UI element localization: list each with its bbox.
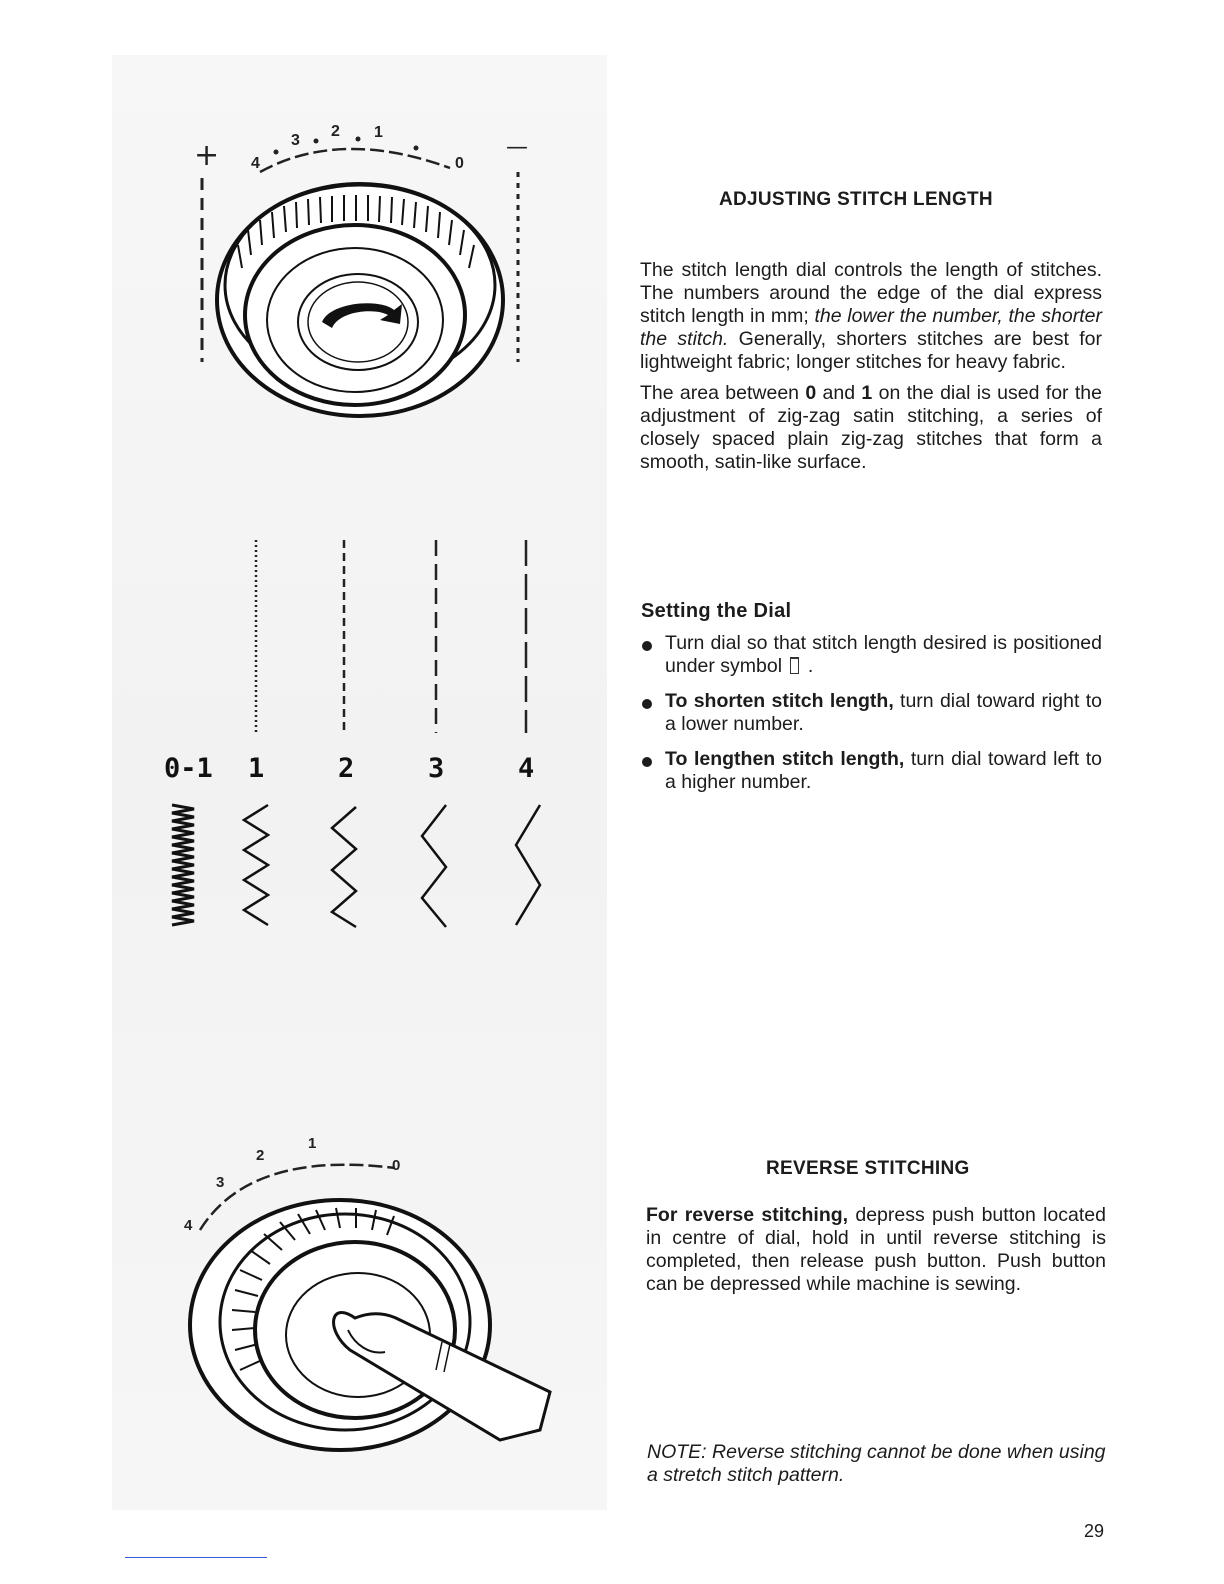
reverse-stitching-note: NOTE: Reverse stitching cannot be done when using a stretch stitch pattern. [647, 1441, 1106, 1486]
stitch-length-paragraph-2: The area between 0 and 1 on the dial is used for the adjustment of zig-zag satin stitching, a series of closely spaced plain zig-zag stitches that form a smooth, satin-like surface. [640, 382, 1102, 473]
stitch-length-paragraph-1: The stitch length dial controls the length of stitches. The numbers around the edge of the dial express stitch length in mm; the lower the number, the shorter the stitch. Generally, shorters stitches are best for lightweight fabric; longer stitches for heavy fabric. [640, 259, 1102, 373]
adjusting-stitch-length-heading: ADJUSTING STITCH LENGTH [719, 189, 993, 210]
dial-arc-scale [260, 149, 450, 172]
dial-number-0: 0 [455, 155, 464, 172]
dial2-number-4: 4 [184, 1217, 193, 1234]
dial2-number-3: 3 [216, 1174, 225, 1191]
minus-sign: — [506, 135, 528, 160]
stitch-label-0-1: 0-1 [164, 753, 213, 784]
list-item: To shorten stitch length, turn dial toward right to a lower number. [640, 690, 1102, 736]
dial-number-3: 3 [291, 132, 300, 149]
dial-number-2: 2 [331, 123, 340, 140]
dial-face [245, 225, 465, 405]
dial-number-4: 4 [251, 155, 260, 172]
page-number: 29 [1084, 1521, 1105, 1541]
list-item: To lengthen stitch length, turn dial toward left to a higher number. [640, 748, 1102, 794]
stitch-samples-figure [160, 535, 580, 935]
setting-dial-list [640, 632, 1102, 806]
list-item: Turn dial so that stitch length desired is positioned under symbol . [640, 632, 1102, 678]
zigzag-stitch-2 [332, 807, 356, 927]
dial2-number-1: 1 [308, 1135, 317, 1152]
zigzag-stitch-4 [516, 805, 540, 925]
stitch-length-dial-figure [180, 110, 540, 420]
setting-the-dial-heading: Setting the Dial [641, 600, 792, 622]
stitch-label-2: 2 [338, 753, 355, 784]
reverse-stitching-heading: REVERSE STITCHING [766, 1158, 970, 1179]
dial2-number-2: 2 [256, 1147, 265, 1164]
stitch-length-symbol-icon [790, 657, 799, 674]
bottom-rule [125, 1557, 267, 1558]
zigzag-stitch-3 [422, 805, 446, 927]
stitch-label-4: 4 [518, 753, 535, 784]
reverse-stitch-dial-figure [180, 1130, 580, 1470]
dial2-number-0: 0 [392, 1157, 401, 1174]
plus-sign: + [194, 138, 220, 173]
zigzag-stitch-1 [244, 805, 268, 925]
stitch-label-1: 1 [248, 753, 265, 784]
stitch-length-body [640, 259, 1102, 482]
satin-zigzag-0-1 [172, 805, 194, 925]
reverse-stitching-body: For reverse stitching, depress push button located in centre of dial, hold in until reverse stitching is completed, then release push button. Push button can be depressed while machine is sewing. [646, 1204, 1106, 1295]
stitch-label-3: 3 [428, 753, 445, 784]
dial-number-1: 1 [374, 124, 383, 141]
